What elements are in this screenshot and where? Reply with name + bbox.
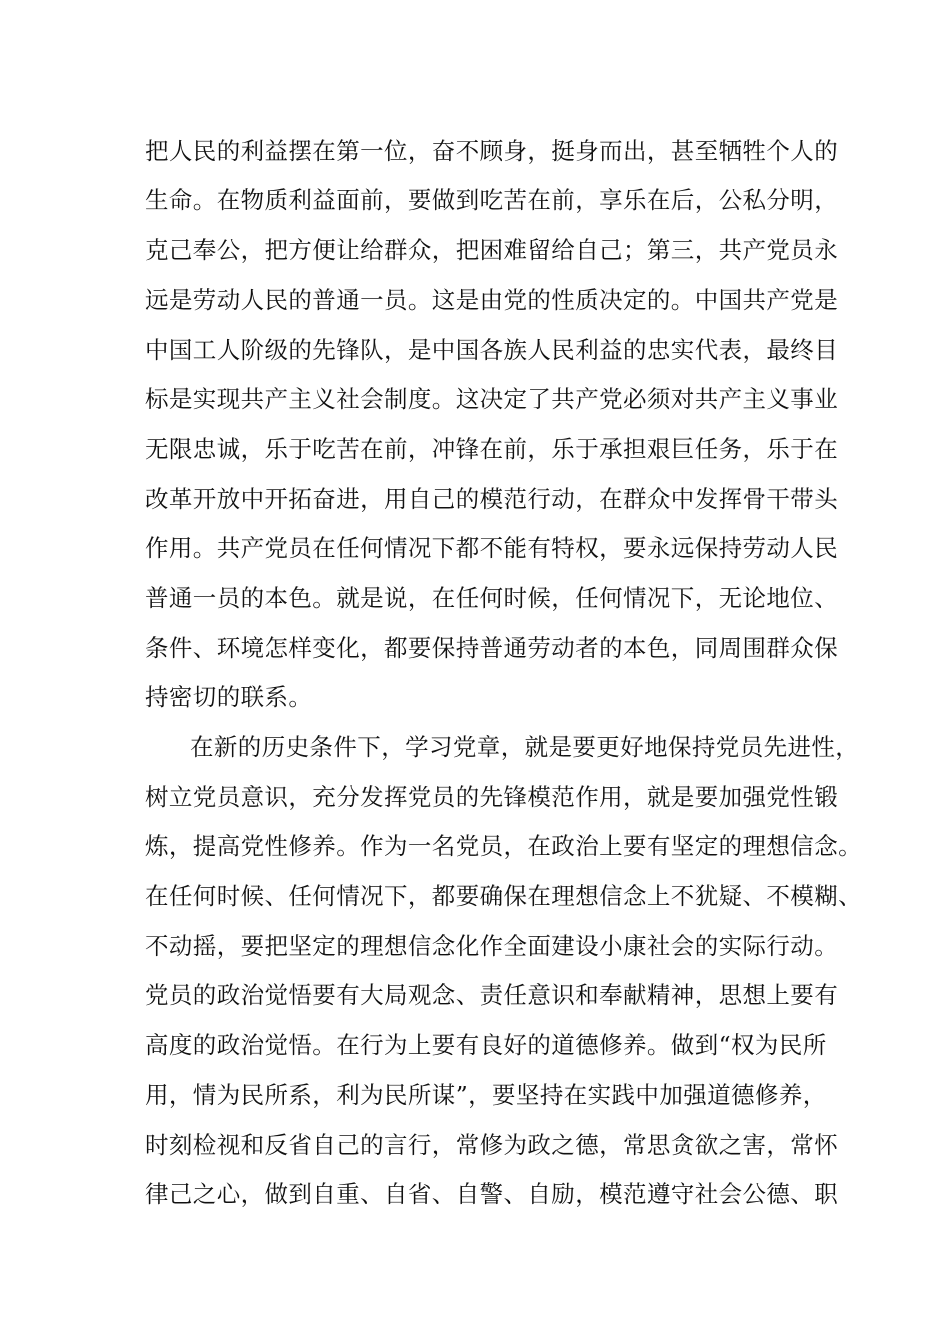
text-line: 作用。共产党员在任何情况下都不能有特权，要永远保持劳动人民 bbox=[145, 534, 839, 562]
text-line: 远是劳动人民的普通一员。这是由党的性质决定的。中国共产党是 bbox=[145, 286, 839, 314]
text-line: 党员的政治觉悟要有大局观念、责任意识和奉献精神，思想上要有 bbox=[145, 981, 839, 1009]
paragraph-start-line: 在新的历史条件下，学习党章，就是要更好地保持党员先进性， bbox=[190, 733, 860, 761]
text-line: 标是实现共产主义社会制度。这决定了共产党必须对共产主义事业 bbox=[145, 385, 839, 413]
text-line: 持密切的联系。 bbox=[145, 683, 313, 711]
text-line: 条件、环境怎样变化，都要保持普通劳动者的本色，同周围群众保 bbox=[145, 634, 839, 662]
text-line: 中国工人阶级的先锋队，是中国各族人民利益的忠实代表，最终目 bbox=[145, 336, 839, 364]
text-line: 用，情为民所系，利为民所谋”，要坚持在实践中加强道德修养， bbox=[145, 1081, 827, 1109]
text-line: 律己之心，做到自重、自省、自警、自励，模范遵守社会公德、职 bbox=[145, 1180, 839, 1208]
text-line: 改革开放中开拓奋进，用自己的模范行动，在群众中发挥骨干带头 bbox=[145, 485, 839, 513]
text-line: 炼，提高党性修养。作为一名党员，在政治上要有坚定的理想信念。 bbox=[145, 832, 862, 860]
text-line: 普通一员的本色。就是说，在任何时候，任何情况下，无论地位、 bbox=[145, 584, 839, 612]
text-line: 无限忠诚，乐于吃苦在前，冲锋在前，乐于承担艰巨任务，乐于在 bbox=[145, 435, 839, 463]
text-line: 不动摇，要把坚定的理想信念化作全面建设小康社会的实际行动。 bbox=[145, 932, 839, 960]
text-line: 克己奉公，把方便让给群众，把困难留给自己；第三，共产党员永 bbox=[145, 236, 839, 264]
text-line: 时刻检视和反省自己的言行，常修为政之德，常思贪欲之害，常怀 bbox=[145, 1131, 839, 1159]
text-line: 把人民的利益摆在第一位，奋不顾身，挺身而出，甚至牺牲个人的 bbox=[145, 137, 839, 165]
text-line: 树立党员意识，充分发挥党员的先锋模范作用，就是要加强党性锻 bbox=[145, 783, 839, 811]
text-line: 生命。在物质利益面前，要做到吃苦在前，享乐在后，公私分明， bbox=[145, 186, 839, 214]
text-line: 高度的政治觉悟。在行为上要有良好的道德修养。做到“权为民所 bbox=[145, 1031, 827, 1059]
text-line: 在任何时候、任何情况下，都要确保在理想信念上不犹疑、不模糊、 bbox=[145, 882, 862, 910]
